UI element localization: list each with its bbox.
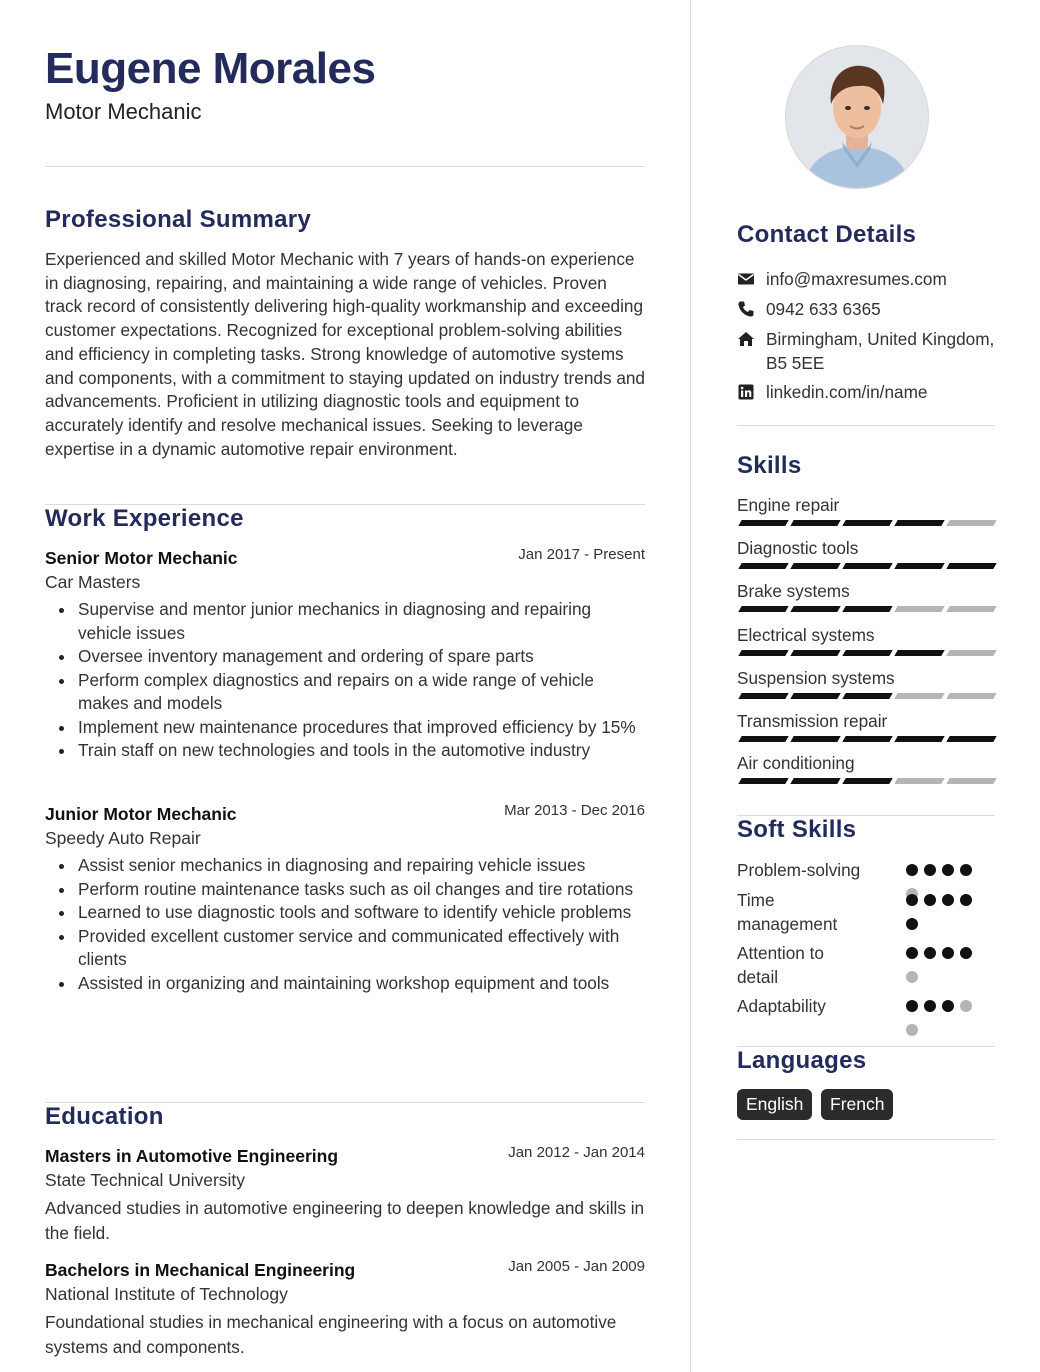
skill-segment-empty <box>894 606 944 612</box>
summary-text: Experienced and skilled Motor Mechanic with 7 years of hands-on experience in diagnosing, repairing, and maintaining a wide range of vehicles. Proven track record of consistently delivering high-quality workmanship and exceeding customer expectations. Recognized for exceptional problem-solving abilities and efficiency in completing tasks. Strong knowledge of automotive systems and components, with a commitment to staying updated on industry trends and advancements. Proficient in utilizing diagnostic tools and equipment to accurately identify and resolve mechanical issues. Seeking to leverage expertise in a dynamic automotive repair environment. <box>45 249 645 459</box>
rating-dot-filled <box>906 894 918 906</box>
degree-description: Foundational studies in mechanical engineering with a focus on automotive systems and components. <box>45 1312 617 1357</box>
degree-date: Jan 2005 - Jan 2009 <box>508 1258 645 1275</box>
skill-segment-filled <box>946 563 996 569</box>
skill-segment-filled <box>894 563 944 569</box>
rating-dot-filled <box>960 864 972 876</box>
skill-segment-empty <box>946 650 996 656</box>
rating-dot-empty <box>906 1024 918 1036</box>
bullet-item: Assist senior mechanics in diagnosing and repairing vehicle issues <box>45 854 645 878</box>
soft-skill-label: Time management <box>737 890 838 934</box>
soft-skill-label: Adaptability <box>737 996 826 1016</box>
header-divider <box>45 166 645 167</box>
skill-segment-empty <box>946 693 996 699</box>
avatar-portrait-icon <box>786 46 928 188</box>
skill-label: Air conditioning <box>737 753 855 773</box>
contact-email-text: info@maxresumes.com <box>766 269 947 289</box>
skill-segment-empty <box>946 606 996 612</box>
linkedin-icon <box>737 383 755 401</box>
skills-title: Skills <box>737 452 802 479</box>
skill-segment-filled <box>738 650 788 656</box>
soft-skill-label: Problem-solving <box>737 860 861 880</box>
bullet-item: Provided excellent customer service and communicated effectively with clients <box>45 925 645 972</box>
job-date: Mar 2013 - Dec 2016 <box>504 802 645 819</box>
rating-dot-filled <box>942 1000 954 1012</box>
skill-segment-filled <box>790 563 840 569</box>
languages-title: Languages <box>737 1047 867 1074</box>
bullet-item: Supervise and mentor junior mechanics in diagnosing and repairing vehicle issues <box>45 598 645 645</box>
skill-label: Transmission repair <box>737 711 888 731</box>
bullet-item: Learned to use diagnostic tools and software to identify vehicle problems <box>45 901 645 925</box>
skill-segment-filled <box>946 736 996 742</box>
skill-segment-filled <box>894 650 944 656</box>
skill-segment-filled <box>842 693 892 699</box>
job-company: Car Masters <box>45 572 141 592</box>
envelope-icon <box>737 270 755 288</box>
rating-dot-filled <box>960 894 972 906</box>
skill-segment-filled <box>790 693 840 699</box>
skill-level-bar <box>737 736 995 742</box>
rating-dot-filled <box>942 864 954 876</box>
school-name: State Technical University <box>45 1170 246 1190</box>
contact-phone-text: 0942 633 6365 <box>766 299 881 319</box>
rating-dot-filled <box>924 864 936 876</box>
bullet-item: Assisted in organizing and maintaining workshop equipment and tools <box>45 972 645 996</box>
skill-level-bar <box>737 778 995 784</box>
education-title: Education <box>45 1103 164 1130</box>
skill-label: Brake systems <box>737 581 850 601</box>
job-bullets <box>45 854 645 995</box>
rating-dot-filled <box>906 918 918 930</box>
skill-segment-filled <box>894 736 944 742</box>
home-icon <box>737 330 755 348</box>
rating-dot-filled <box>906 947 918 959</box>
skill-segment-filled <box>738 606 788 612</box>
rating-dot-filled <box>942 894 954 906</box>
bullet-item: Oversee inventory management and ordering of spare parts <box>45 645 645 669</box>
degree-description: Advanced studies in automotive engineering to deepen knowledge and skills in the field. <box>45 1198 645 1243</box>
job-date: Jan 2017 - Present <box>518 546 645 563</box>
skill-segment-empty <box>946 778 996 784</box>
skill-segment-filled <box>842 520 892 526</box>
skill-segment-filled <box>790 606 840 612</box>
degree-date: Jan 2012 - Jan 2014 <box>508 1144 645 1161</box>
skill-label: Engine repair <box>737 495 840 515</box>
rating-dot-filled <box>960 947 972 959</box>
skill-label: Diagnostic tools <box>737 538 859 558</box>
skill-segment-empty <box>894 693 944 699</box>
phone-icon <box>737 300 755 318</box>
job-bullets <box>45 598 645 763</box>
language-chip: French <box>821 1089 893 1120</box>
rating-dot-empty <box>906 971 918 983</box>
candidate-name: Eugene Morales <box>45 44 376 93</box>
bullet-item: Implement new maintenance procedures that improved efficiency by 15% <box>45 716 645 740</box>
skill-segment-filled <box>790 520 840 526</box>
experience-title: Work Experience <box>45 505 244 532</box>
rating-dot-filled <box>924 894 936 906</box>
job-title: Senior Motor Mechanic <box>45 548 238 568</box>
skill-segment-empty <box>894 778 944 784</box>
contact-title: Contact Details <box>737 221 917 248</box>
soft-skill-label: Attention to detail <box>737 943 824 987</box>
rating-dot-filled <box>906 1000 918 1012</box>
bullet-item: Perform complex diagnostics and repairs on a wide range of vehicle makes and models <box>45 669 645 716</box>
job-title: Junior Motor Mechanic <box>45 804 237 824</box>
school-name: National Institute of Technology <box>45 1284 288 1304</box>
skill-segment-filled <box>842 650 892 656</box>
skill-level-bar <box>737 563 995 569</box>
skill-segment-filled <box>738 736 788 742</box>
avatar <box>785 45 929 189</box>
soft-skills-title: Soft Skills <box>737 816 857 843</box>
section-divider <box>737 1139 995 1140</box>
candidate-role: Motor Mechanic <box>45 99 202 124</box>
rating-dot-filled <box>906 864 918 876</box>
degree-title: Masters in Automotive Engineering <box>45 1146 339 1166</box>
skill-segment-filled <box>842 563 892 569</box>
column-divider <box>690 0 691 1372</box>
contact-address-text: Birmingham, United Kingdom, B5 5EE <box>766 329 995 373</box>
skill-segment-filled <box>738 778 788 784</box>
skill-segment-filled <box>842 736 892 742</box>
rating-dot-filled <box>942 947 954 959</box>
rating-dot-empty <box>960 1000 972 1012</box>
bullet-item: Train staff on new technologies and tools in the automotive industry <box>45 739 645 763</box>
degree-title: Bachelors in Mechanical Engineering <box>45 1260 356 1280</box>
skill-label: Electrical systems <box>737 625 875 645</box>
skill-segment-filled <box>842 606 892 612</box>
section-divider <box>737 425 995 426</box>
summary-title: Professional Summary <box>45 206 312 233</box>
skill-segment-filled <box>894 520 944 526</box>
contact-linkedin-text: linkedin.com/in/name <box>766 382 928 402</box>
skill-level-bar <box>737 520 995 526</box>
skill-segment-filled <box>738 693 788 699</box>
job-company: Speedy Auto Repair <box>45 828 201 848</box>
rating-dot-filled <box>924 1000 936 1012</box>
skill-segment-filled <box>790 778 840 784</box>
skill-segment-filled <box>738 520 788 526</box>
skill-label: Suspension systems <box>737 668 895 688</box>
skill-level-bar <box>737 650 995 656</box>
skill-level-bar <box>737 693 995 699</box>
language-chip: English <box>737 1089 812 1120</box>
skill-level-bar <box>737 606 995 612</box>
skill-segment-empty <box>946 520 996 526</box>
bullet-item: Perform routine maintenance tasks such as oil changes and tire rotations <box>45 878 645 902</box>
skill-segment-filled <box>842 778 892 784</box>
skill-segment-filled <box>790 736 840 742</box>
skill-segment-filled <box>790 650 840 656</box>
skill-segment-filled <box>738 563 788 569</box>
rating-dot-filled <box>924 947 936 959</box>
